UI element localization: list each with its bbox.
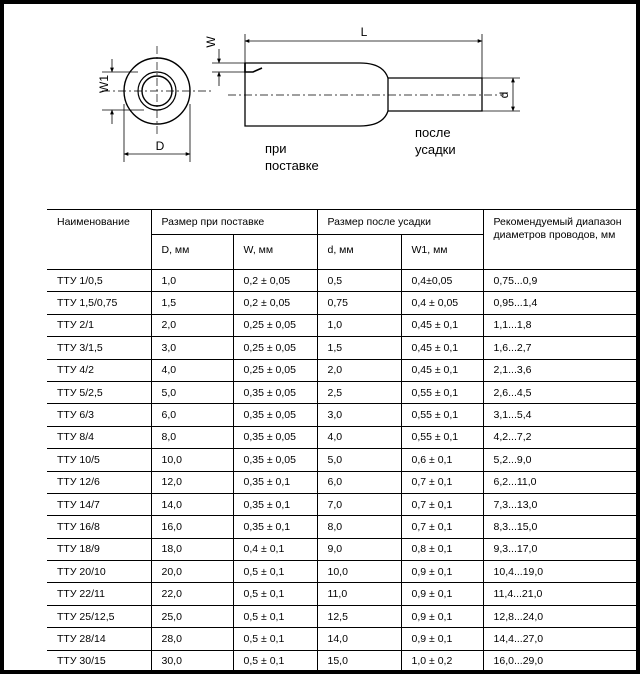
cell-d-supply: 14,0	[151, 493, 233, 515]
d-inner-label: d	[497, 91, 511, 99]
cell-w1-shrink: 1,0 ± 0,2	[401, 650, 483, 670]
table-row	[47, 270, 636, 292]
cell-d-shrink: 11,0	[317, 583, 401, 605]
cell-d-supply: 22,0	[151, 583, 233, 605]
cell-w-supply: 0,4 ± 0,1	[233, 538, 317, 560]
cell-w-supply: 0,25 ± 0,05	[233, 359, 317, 381]
cell-d-shrink: 6,0	[317, 471, 401, 493]
cell-d-shrink: 2,0	[317, 359, 401, 381]
cell-w-supply: 0,25 ± 0,05	[233, 337, 317, 359]
cell-recommended: 1,1...1,8	[483, 314, 636, 336]
cell-d-supply: 25,0	[151, 605, 233, 627]
table-row	[47, 292, 636, 314]
cell-recommended: 7,3...13,0	[483, 493, 636, 515]
cell-w-supply: 0,25 ± 0,05	[233, 314, 317, 336]
cell-w-supply: 0,5 ± 0,1	[233, 561, 317, 583]
table-row	[47, 314, 636, 336]
header-group-supply: Размер при поставке	[151, 210, 317, 235]
header-recommended: Рекомендуемый диапазон диаметров проводов, мм	[483, 210, 636, 270]
header-name: Наименование	[47, 210, 151, 270]
cell-d-shrink: 8,0	[317, 516, 401, 538]
caption-before-line-2: поставке	[265, 158, 319, 173]
cell-name: ТТУ 1/0,5	[47, 270, 151, 292]
cell-name: ТТУ 18/9	[47, 538, 151, 560]
cell-d-shrink: 2,5	[317, 381, 401, 403]
cell-w-supply: 0,35 ± 0,05	[233, 381, 317, 403]
cell-w1-shrink: 0,45 ± 0,1	[401, 337, 483, 359]
cell-w1-shrink: 0,9 ± 0,1	[401, 561, 483, 583]
cell-w1-shrink: 0,45 ± 0,1	[401, 359, 483, 381]
cell-name: ТТУ 28/14	[47, 628, 151, 650]
header-d-supply: D, мм	[151, 235, 233, 270]
table-row	[47, 650, 636, 670]
cell-d-shrink: 7,0	[317, 493, 401, 515]
cell-w-supply: 0,5 ± 0,1	[233, 628, 317, 650]
cell-w1-shrink: 0,9 ± 0,1	[401, 605, 483, 627]
cell-recommended: 1,6...2,7	[483, 337, 636, 359]
cell-w1-shrink: 0,9 ± 0,1	[401, 628, 483, 650]
spec-table	[47, 209, 636, 670]
cell-name: ТТУ 4/2	[47, 359, 151, 381]
cell-w1-shrink: 0,55 ± 0,1	[401, 426, 483, 448]
cell-d-supply: 30,0	[151, 650, 233, 670]
table-row	[47, 359, 636, 381]
end-view	[102, 46, 212, 136]
cell-name: ТТУ 12/6	[47, 471, 151, 493]
cell-recommended: 0,75...0,9	[483, 270, 636, 292]
cell-name: ТТУ 30/15	[47, 650, 151, 670]
l-label: L	[360, 25, 368, 39]
cell-recommended: 2,6...4,5	[483, 381, 636, 403]
l-dimension	[245, 34, 482, 78]
document-frame	[4, 4, 636, 670]
table-row	[47, 628, 636, 650]
cell-recommended: 0,95...1,4	[483, 292, 636, 314]
cell-recommended: 16,0...29,0	[483, 650, 636, 670]
side-view-tube	[228, 63, 504, 126]
cell-recommended: 5,2...9,0	[483, 449, 636, 471]
cell-name: ТТУ 20/10	[47, 561, 151, 583]
cell-w1-shrink: 0,6 ± 0,1	[401, 449, 483, 471]
cell-recommended: 12,8...24,0	[483, 605, 636, 627]
cell-recommended: 3,1...5,4	[483, 404, 636, 426]
w1-label: W1	[97, 75, 111, 93]
table-row	[47, 561, 636, 583]
header-w1-shrink: W1, мм	[401, 235, 483, 270]
cell-recommended: 8,3...15,0	[483, 516, 636, 538]
table-row	[47, 404, 636, 426]
cell-w-supply: 0,35 ± 0,05	[233, 449, 317, 471]
cell-d-supply: 2,0	[151, 314, 233, 336]
caption-after-shrink	[415, 124, 456, 158]
cell-d-shrink: 0,5	[317, 270, 401, 292]
cell-d-shrink: 12,5	[317, 605, 401, 627]
table-row	[47, 337, 636, 359]
cell-w-supply: 0,35 ± 0,05	[233, 404, 317, 426]
cell-d-supply: 4,0	[151, 359, 233, 381]
cell-name: ТТУ 5/2,5	[47, 381, 151, 403]
cell-w1-shrink: 0,7 ± 0,1	[401, 516, 483, 538]
cell-d-shrink: 1,0	[317, 314, 401, 336]
caption-after-line-2: усадки	[415, 142, 456, 157]
cell-d-shrink: 10,0	[317, 561, 401, 583]
cell-d-supply: 16,0	[151, 516, 233, 538]
cell-recommended: 11,4...21,0	[483, 583, 636, 605]
cell-name: ТТУ 6/3	[47, 404, 151, 426]
cell-d-shrink: 5,0	[317, 449, 401, 471]
header-group-shrink: Размер после усадки	[317, 210, 483, 235]
table-row	[47, 516, 636, 538]
cell-d-shrink: 4,0	[317, 426, 401, 448]
cell-w1-shrink: 0,55 ± 0,1	[401, 404, 483, 426]
header-w-supply: W, мм	[233, 235, 317, 270]
cell-d-supply: 18,0	[151, 538, 233, 560]
cell-d-supply: 1,0	[151, 270, 233, 292]
table-row	[47, 538, 636, 560]
cell-w-supply: 0,5 ± 0,1	[233, 605, 317, 627]
w-label: W	[204, 36, 218, 48]
cell-d-supply: 10,0	[151, 449, 233, 471]
table-row	[47, 381, 636, 403]
cell-name: ТТУ 8/4	[47, 426, 151, 448]
table-row	[47, 605, 636, 627]
cell-recommended: 6,2...11,0	[483, 471, 636, 493]
cell-d-supply: 1,5	[151, 292, 233, 314]
cell-d-supply: 28,0	[151, 628, 233, 650]
cell-d-supply: 8,0	[151, 426, 233, 448]
cell-d-shrink: 14,0	[317, 628, 401, 650]
cell-name: ТТУ 3/1,5	[47, 337, 151, 359]
cell-w-supply: 0,35 ± 0,1	[233, 493, 317, 515]
cell-w-supply: 0,35 ± 0,1	[233, 471, 317, 493]
cell-d-shrink: 9,0	[317, 538, 401, 560]
cell-w1-shrink: 0,7 ± 0,1	[401, 493, 483, 515]
cell-d-shrink: 1,5	[317, 337, 401, 359]
caption-after-line-1: после	[415, 125, 451, 140]
cell-recommended: 2,1...3,6	[483, 359, 636, 381]
cell-name: ТТУ 22/11	[47, 583, 151, 605]
spec-table-body	[47, 270, 636, 671]
cell-name: ТТУ 16/8	[47, 516, 151, 538]
cell-w-supply: 0,5 ± 0,1	[233, 650, 317, 670]
cell-d-shrink: 3,0	[317, 404, 401, 426]
cell-w-supply: 0,2 ± 0,05	[233, 270, 317, 292]
table-row	[47, 471, 636, 493]
caption-before-shrink	[265, 140, 319, 174]
cell-name: ТТУ 14/7	[47, 493, 151, 515]
cell-recommended: 10,4...19,0	[483, 561, 636, 583]
cell-name: ТТУ 1,5/0,75	[47, 292, 151, 314]
cell-w1-shrink: 0,7 ± 0,1	[401, 471, 483, 493]
cell-w-supply: 0,2 ± 0,05	[233, 292, 317, 314]
cell-recommended: 14,4...27,0	[483, 628, 636, 650]
table-row	[47, 583, 636, 605]
cell-name: ТТУ 2/1	[47, 314, 151, 336]
cell-w-supply: 0,5 ± 0,1	[233, 583, 317, 605]
cell-d-supply: 20,0	[151, 561, 233, 583]
d-outer-label: D	[155, 139, 165, 153]
cell-w-supply: 0,35 ± 0,05	[233, 426, 317, 448]
cell-name: ТТУ 10/5	[47, 449, 151, 471]
cell-name: ТТУ 25/12,5	[47, 605, 151, 627]
cell-d-shrink: 0,75	[317, 292, 401, 314]
cell-recommended: 4,2...7,2	[483, 426, 636, 448]
cell-w1-shrink: 0,8 ± 0,1	[401, 538, 483, 560]
cell-d-supply: 5,0	[151, 381, 233, 403]
cell-w1-shrink: 0,4±0,05	[401, 270, 483, 292]
table-row	[47, 449, 636, 471]
caption-before-line-1: при	[265, 141, 287, 156]
header-d-shrink: d, мм	[317, 235, 401, 270]
cell-d-supply: 6,0	[151, 404, 233, 426]
cell-w1-shrink: 0,9 ± 0,1	[401, 583, 483, 605]
w-dimension	[212, 49, 245, 86]
cell-d-shrink: 15,0	[317, 650, 401, 670]
cell-w1-shrink: 0,45 ± 0,1	[401, 314, 483, 336]
cell-w-supply: 0,35 ± 0,1	[233, 516, 317, 538]
cell-d-supply: 12,0	[151, 471, 233, 493]
table-row	[47, 493, 636, 515]
tube-drawing	[4, 4, 636, 209]
cell-d-supply: 3,0	[151, 337, 233, 359]
table-row	[47, 426, 636, 448]
cell-w1-shrink: 0,4 ± 0,05	[401, 292, 483, 314]
cell-w1-shrink: 0,55 ± 0,1	[401, 381, 483, 403]
cell-recommended: 9,3...17,0	[483, 538, 636, 560]
